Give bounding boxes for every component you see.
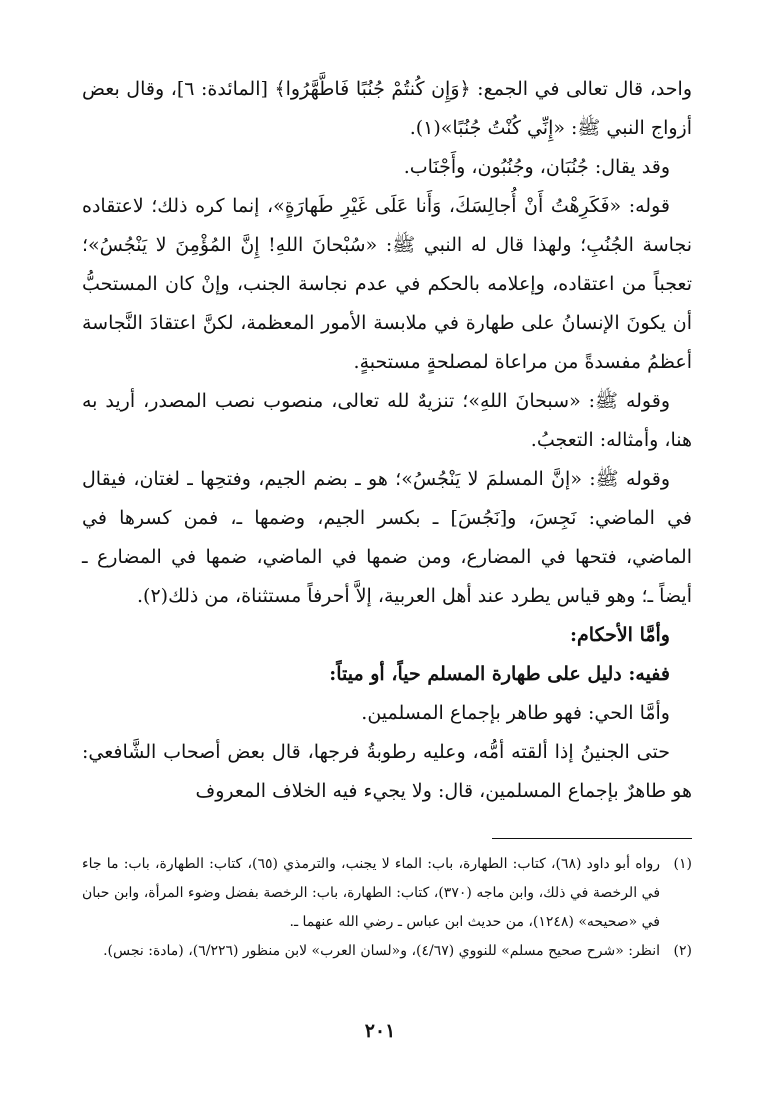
footnote-text: انظر: «شرح صحيح مسلم» للنووي (٤/٦٧)، و«لسان العرب» لابن منظور (٦/٢٢٦)، (مادة: نجس). [103,943,660,959]
subheading-evidence-text: ففيه: دليل على طهارة المسلم حياً، أو ميتاً: [329,663,670,685]
paragraph-living: وأمَّا الحي: فهو طاهر بإجماع المسلمين. [361,702,670,724]
main-text [82,70,692,811]
footnotes [82,850,692,966]
paragraph-1: واحد، قال تعالى في الجمع: ﴿وَإِن كُنتُمْ جُنُبًا فَاطَّهَّرُوا﴾ [المائدة: ٦]، وقال بعض أزواج النبي ﷺ: «إِنِّي كُنْتُ جُنُبًا»(١). [82,78,692,139]
paragraph-2: وقد يقال: جُنُبَان، وجُنُبُون، وأَجْنَاب. [403,156,670,178]
footnote-1 [82,850,692,937]
subheading-evidence [82,655,692,694]
footnote-text: رواه أبو داود (٦٨)، كتاب: الطهارة، باب: الماء لا يجنب، والترمذي (٦٥)، كتاب: الطهارة، باب: ما جاء في الرخصة في ذلك، وابن ماجه (٣٧٠)، كتاب: الطهارة، باب: الرخصة بفضل وضوء المرأة، وابن حبان في «صحيحه» (١٢٤٨)، من حديث ابن عباس ـ رضي الله عنهما ـ. [82,856,661,930]
paragraph-fetus: حتى الجنينُ إذا ألقته أمُّه، وعليه رطوبةُ فرجها، قال بعض أصحاب الشَّافعي: هو طاهرٌ بإجماع المسلمين، قال: ولا يجيء فيه الخلاف المعروف [82,741,692,802]
heading-ahkam-text: وأمَّا الأحكام: [570,624,670,646]
page-body [82,70,692,811]
page-number: ٢٠١ [364,1020,396,1042]
paragraph-3: قوله: «فَكَرِهْتُ أَنْ أُجالِسَكَ، وَأَنا عَلَى غَيْرِ طَهارَةٍ»، إنما كره ذلك؛ لاعتقاده نجاسة الجُنُبِ؛ ولهذا قال له النبي ﷺ: «سُبْحانَ اللهِ! إِنَّ المُؤْمِنَ لا يَنْجُسُ»؛ تعجباً من اعتقاده، وإعلامه بالحكم في عدم نجاسة الجنب، وإنْ كان المستحبُّ أن يكونَ الإنسانُ على طهارة في ملابسة الأمور المعظمة، لكنَّ اعتقادَ النَّجاسة أعظمُ مفسدةً من مراعاة لمصلحةٍ مستحبةٍ. [82,195,692,373]
footnote-divider [492,838,692,839]
footnote-number: (١) [673,856,692,872]
paragraph-4: وقوله ﷺ: «سبحانَ اللهِ»؛ تنزيهٌ لله تعالى، منصوب نصب المصدر، أريد به هنا، وأمثاله: التعجبُ. [82,390,692,451]
footnote-2 [82,937,692,966]
footnote-number: (٢) [673,943,692,959]
heading-ahkam [82,616,692,655]
paragraph-5: وقوله ﷺ: «إنَّ المسلمَ لا يَنْجُسُ»؛ هو ـ بضم الجيم، وفتحِها ـ لغتان، فيقال في الماضي: نَجِسَ، و[نَجُسَ] ـ بكسر الجيم، وضمها ـ، فمن كسرها في الماضي، فتحها في المضارع، ومن ضمها في الماضي، ضمها في المضارع ـ أيضاً ـ؛ وهو قياس يطرد عند أهل العربية، إلاَّ أحرفاً مستثناة، من ذلك(٢). [82,468,692,607]
